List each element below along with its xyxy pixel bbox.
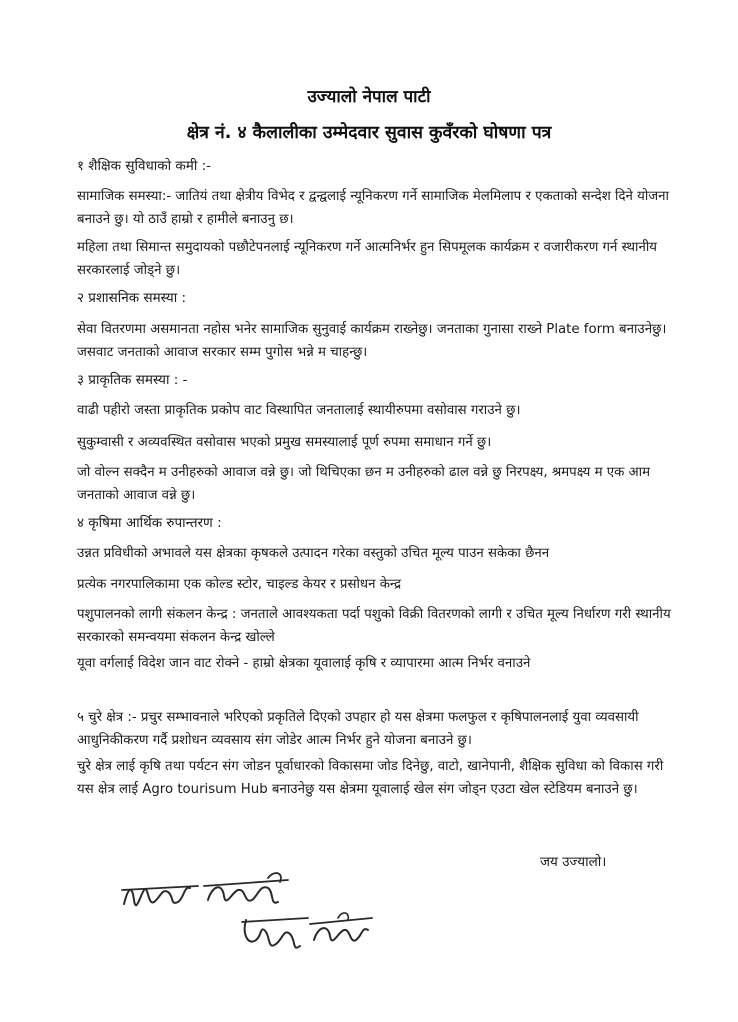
signature-2 <box>238 910 378 966</box>
document-title: क्षेत्र नं. ४ कैलालीका उम्मेदवार सुवास कुवँरको घोषणा पत्र <box>186 123 552 143</box>
section-4-paragraph-3: पशुपालनको लागी संकलन केन्द्र : जनताले आवश्यकता पर्दा पशुको विक्री वितरणको लागी र उचित मूल्य निर्धारण गरी स्थानीय सरकारको समन्वयमा संकलन केन्द्र खोल्ले <box>77 607 671 645</box>
party-name: उज्यालो नेपाल पाटी <box>307 87 431 107</box>
section-3-paragraph-3: जो वोल्न सक्दैन म उनीहरुको आवाज वन्ने छु। जो थिचिएका छन म उनीहरुको ढाल वन्ने छु निरपक्ष्य, श्रमपक्ष्य म एक आम जनताको आवाज वन्ने छु। <box>77 465 651 503</box>
section-2-paragraph-1: सेवा वितरणमा असमानता नहोस भनेर सामाजिक सुनुवाई कार्यक्रम राख्नेछु। जनताका गुनासा राख्ने Plate form बनाउनेछु। जसवाट जनताको आवाज सरकार सम्म पुगोस भन्ने म चाहन्छु। <box>77 322 667 360</box>
section-3-paragraph-2: सुकुम्वासी र अव्यवस्थित वसोवास भएको प्रमुख समस्यालाई पूर्ण रुपमा समाधान गर्ने छु। <box>77 435 492 450</box>
section-4-heading: ४ कृषिमा आर्थिक रुपान्तरण : <box>77 515 222 531</box>
section-1-heading: १ शैक्षिक सुविधाको कमी :- <box>77 158 212 174</box>
section-1-paragraph-2: महिला तथा सिमान्त समुदायको पछौटेपनलाई न्यूनिकरण गर्ने आत्मनिर्भर हुन सिपमूलक कार्यक्रम र वजारीकरण गर्न स्थानीय सरकारलाई जोड्ने छु। <box>77 240 658 278</box>
section-4-paragraph-4: यूवा वर्गलाई विदेश जान वाट रोक्ने - हाम्रो क्षेत्रका यूवालाई कृषि र व्यापारमा आत्म निर्भर वनाउने <box>77 656 531 671</box>
section-5-paragraph-1: ५ चुरे क्षेत्र :- प्रचुर सम्भावनाले भरिएको प्रकृतिले दिएको उपहार हो यस क्षेत्रमा फलफुल र कृषिपालनलाई युवा व्यवसायी आधुनिकीकरण गर्दै प्रशोधन व्यवसाय संग जोडेर आत्म निर्भर हुने योजना बनाउने छु। <box>77 710 639 748</box>
section-5-paragraph-2: चुरे क्षेत्र लाई कृषि तथा पर्यटन संग जोडन पूर्वाधारको विकासमा जोड दिनेछु, वाटो, खानेपानी, शैक्षिक सुविधा को विकास गरी यस क्षेत्र लाई Agro tourisum Hub बनाउनेछु यस क्षेत्रमा यूवालाई खेल संग जोड्न एउटा खेल स्टेडियम बनाउने छु। <box>77 759 664 797</box>
section-2-heading: २ प्रशासनिक समस्या : <box>77 290 187 306</box>
section-1-paragraph-1: सामाजिक समस्या:- जातियं तथा क्षेत्रीय विभेद र द्वन्द्वलाई न्यूनिकरण गर्ने सामाजिक मेलमिलाप र एकताको सन्देश दिने योजना बनाउने छु। यो ठाउँ हाम्रो र हामीले बनाउनु छ। <box>77 189 669 227</box>
closing-salutation: जय उज्यालो। <box>540 854 607 870</box>
section-3-heading: ३ प्राकृतिक समस्या : - <box>77 372 188 388</box>
section-3-paragraph-1: वाढी पहीरो जस्ता प्राकृतिक प्रकोप वाट विस्थापित जनतालाई स्थायीरुपमा वसोवास गराउने छु। <box>77 403 521 418</box>
section-4-paragraph-2: प्रत्येक नगरपालिकामा एक कोल्ड स्टोर, चाइल्ड केयर र प्रसोधन केन्द्र <box>77 577 402 592</box>
section-4-paragraph-1: उन्नत प्रविधीको अभावले यस क्षेत्रका कृषकले उत्पादन गरेका वस्तुको उचित मूल्य पाउन सकेका छैनन <box>77 546 550 561</box>
